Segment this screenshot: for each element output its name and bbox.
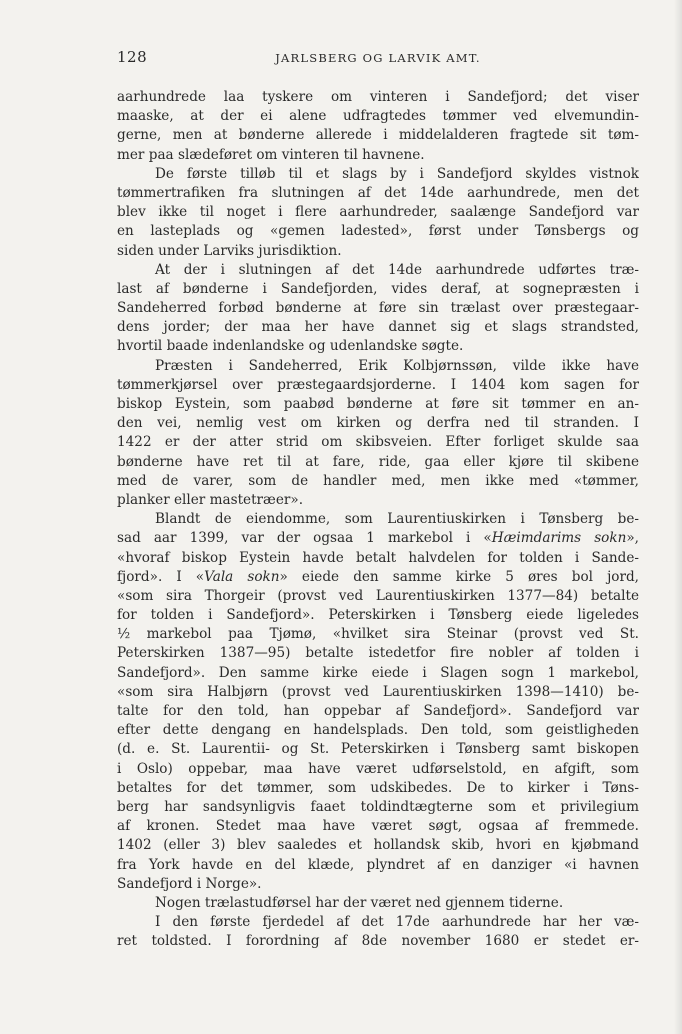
paragraph-first-line: Blandt de eiendomme, som Laurentiuskirken i Tønsberg be-	[155, 511, 639, 528]
italic-place-name: Vala sokn	[204, 568, 280, 585]
text-line: fra York havde en del klæde, plyndret af en danziger «i havnen	[117, 856, 639, 873]
running-head: JARLSBERG OG LARVIK AMT.	[275, 51, 481, 65]
text-line: «som sira Halbjørn (provst ved Laurentiuskirken 1398—1410) be-	[117, 683, 639, 700]
text-line: biskop Eystein, som paabød bønderne at føre sit tømmer en an-	[117, 396, 639, 412]
text-line: hvortil baade indenlandske og udenlandske søgte.	[117, 338, 464, 355]
text-line: Sandefjord i Norge».	[117, 875, 262, 892]
paragraph-first-line: At der i slutningen af det 14de aarhundrede udførtes træ-	[155, 261, 639, 278]
text-line: ret toldsted. I forordning af 8de november 1680 er stedet er-	[117, 933, 639, 950]
text-line-with-italic	[117, 568, 639, 587]
paragraph-first-line: Præsten i Sandeherred, Erik Kolbjørnssøn, vilde ikke have	[155, 357, 639, 374]
text-run: fjord». I «	[117, 568, 205, 585]
text-run: sad aar 1399, var der ogsaa 1 markebol i «	[117, 530, 492, 547]
text-line: med de varer, som de handler med, men ikke med «tømmer,	[117, 472, 639, 489]
text-line: gerne, men at bønderne allerede i middelalderen fragtede sit tøm-	[117, 127, 639, 144]
page-number: 128	[117, 48, 148, 66]
text-line: 1402 (eller 3) blev saaledes et hollandsk skib, hvori en kjøbmand	[117, 837, 639, 854]
text-line: tømmertrafiken fra slutningen af det 14de aarhundrede, men det	[117, 184, 639, 201]
text-line: betaltes for det tømmer, som udskibedes. De to kirker i Tøns-	[117, 779, 639, 796]
text-line: 1422 er der atter strid om skibsveien. Efter forliget skulde saa	[117, 434, 639, 451]
text-line: aarhundrede laa tyskere om vinteren i Sandefjord; det viser	[117, 89, 639, 105]
text-line: Sandeherred forbød bønderne at føre sin trælast over præstegaar-	[117, 300, 639, 317]
paragraph-first-line: I den første fjerdedel af det 17de aarhundrede har her væ-	[155, 914, 639, 931]
text-line-with-italic	[117, 529, 639, 548]
text-line: talte for den told, han oppebar af Sandefjord». Sandefjord var	[117, 703, 639, 719]
text-line: en lasteplads og «gemen ladested», først under Tønsbergs og	[117, 223, 639, 240]
text-line: bønderne have ret til at fare, ride, gaa eller kjøre til skibene	[117, 453, 639, 470]
text-line: mer paa slædeføret om vinteren til havnene.	[117, 146, 425, 163]
page-edge-shadow	[674, 0, 682, 1034]
text-line: Peterskirken 1387—95) betalte istedetfor fire nobler af tolden i	[117, 645, 639, 662]
body-text	[117, 88, 639, 951]
text-line: efter dette dengang en handelsplads. Den told, som geistligheden	[117, 722, 639, 739]
text-line: maaske, at der ei alene udfragtedes tømmer ved elvemundin-	[117, 108, 639, 125]
text-line: den vei, nemlig vest om kirken og derfra ned til stranden. I	[117, 415, 639, 432]
text-line: ½ markebol paa Tjømø, «hvilket sira Steinar (provst ved St.	[117, 626, 639, 643]
text-line: (d. e. St. Laurentii- og St. Peterskirken i Tønsberg samt biskopen	[117, 741, 639, 758]
text-run: » eiede den samme kirke 5 øres bol jord,	[279, 568, 639, 585]
text-line: tømmerkjørsel over præstegaardsjorderne. I 1404 kom sagen for	[117, 376, 639, 393]
text-line: berg har sandsynligvis faaet toldindtægterne som et privilegium	[117, 798, 639, 815]
paragraph-first-line: De første tilløb til et slags by i Sandefjord skyldes vistnok	[155, 165, 639, 182]
italic-place-name: Hæimdarims sokn	[491, 530, 627, 547]
text-line: dens jorder; der maa her have dannet sig et slags strandsted,	[117, 319, 639, 336]
text-run: »,	[626, 530, 639, 547]
text-line: last af bønderne i Sandefjorden, vides deraf, at sognepræsten i	[117, 280, 639, 297]
text-line: af kronen. Stedet maa have været søgt, ogsaa af fremmede.	[117, 818, 639, 835]
text-line: Sandefjord». Den samme kirke eiede i Slagen sogn 1 markebol,	[117, 664, 639, 681]
text-line: i Oslo) oppebar, maa have været udførselstold, en afgift, som	[117, 760, 639, 777]
text-line: «som sira Thorgeir (provst ved Laurentiuskirken 1377—84) betalte	[117, 587, 639, 604]
text-line: siden under Larviks jurisdiktion.	[117, 242, 342, 259]
paragraph-first-line: Nogen trælastudførsel har der været ned gjennem tiderne.	[155, 894, 564, 911]
text-line: «hvoraf biskop Eystein havde betalt halvdelen for tolden i Sande-	[117, 549, 639, 566]
text-line: planker eller mastetræer».	[117, 491, 304, 508]
text-line: for tolden i Sandefjord». Peterskirken i Tønsberg eiede ligeledes	[117, 607, 639, 624]
page-header	[117, 48, 639, 68]
text-line: blev ikke til noget i flere aarhundreder, saalænge Sandefjord var	[117, 204, 639, 221]
